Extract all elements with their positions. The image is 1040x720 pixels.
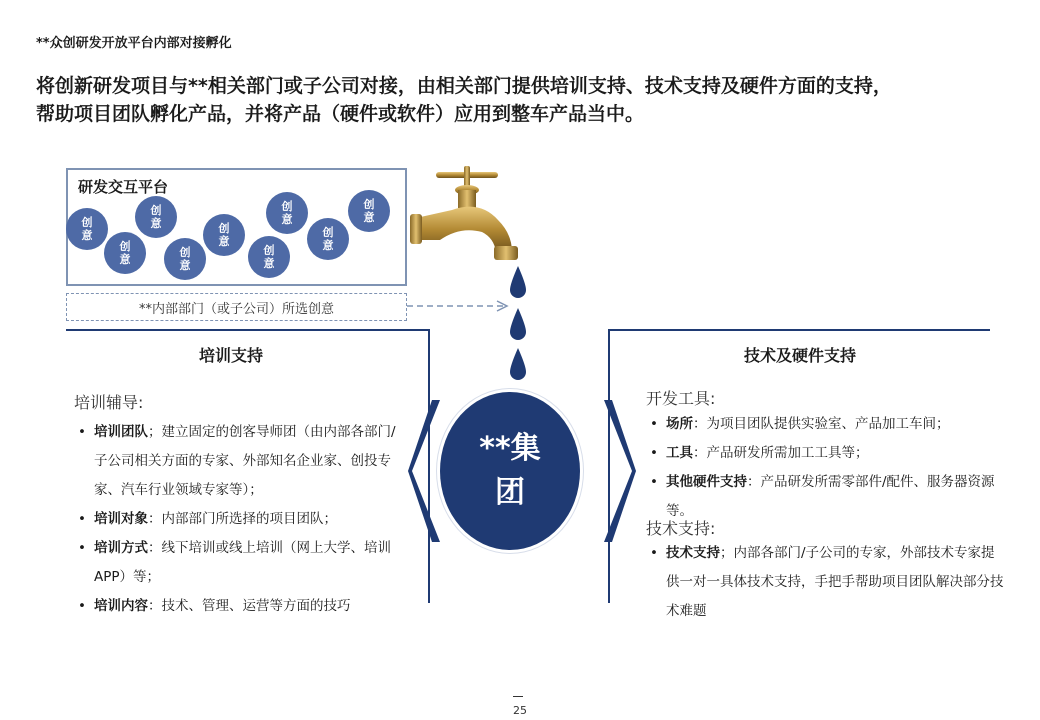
bubble-text: 创 bbox=[150, 204, 162, 217]
bubble-text: 创 bbox=[363, 198, 375, 211]
right-bullets-tech bbox=[646, 539, 1004, 626]
bubble-text: 意 bbox=[218, 235, 230, 248]
right-bullets-tools bbox=[646, 410, 1004, 526]
idea-bubble bbox=[203, 214, 245, 256]
bullet-item bbox=[74, 505, 404, 534]
bubble-text: 意 bbox=[322, 239, 334, 252]
bubble-text: 意 bbox=[263, 257, 275, 270]
bullet-term: 培训方式 bbox=[94, 540, 148, 556]
bubble-text: 创 bbox=[81, 216, 93, 229]
page-dash bbox=[513, 696, 523, 697]
bullet-term: 培训内容 bbox=[94, 598, 148, 614]
bubble-text: 创 bbox=[119, 240, 131, 253]
selection-box bbox=[66, 293, 407, 321]
bubble-text: 创 bbox=[218, 222, 230, 235]
idea-bubble bbox=[135, 196, 177, 238]
bullet-item bbox=[74, 592, 404, 621]
bullet-text: ：为项目团队提供实验室、产品加工车间； bbox=[693, 416, 950, 432]
right-chevron-icon bbox=[604, 400, 636, 542]
page-number: 25 bbox=[513, 704, 527, 717]
bullet-text: ：内部部门所选择的项目团队； bbox=[148, 511, 337, 527]
idea-bubble bbox=[164, 238, 206, 280]
left-section-title: 培训支持 bbox=[198, 346, 263, 365]
bullet-term: 工具 bbox=[666, 445, 693, 461]
faucet-graphic bbox=[400, 160, 540, 390]
bubble-text: 创 bbox=[281, 200, 293, 213]
bullet-text: ：技术、管理、运营等方面的技巧 bbox=[148, 598, 351, 614]
bullet-text: ；建立固定的创客导师团（由内部各部门/子公司相关方面的专家、外部知名企业家、创投专家、汽车行业领域专家等）； bbox=[94, 424, 396, 498]
idea-bubble bbox=[248, 236, 290, 278]
bullet-item bbox=[646, 439, 1004, 468]
right-top-rule bbox=[608, 329, 990, 331]
right-sub-heading-tech: 技术支持: bbox=[646, 519, 716, 538]
bullet-item bbox=[74, 534, 404, 592]
water-drops bbox=[510, 266, 526, 380]
idea-bubble bbox=[348, 190, 390, 232]
bullet-item bbox=[646, 410, 1004, 439]
idea-bubble bbox=[266, 192, 308, 234]
group-circle bbox=[440, 392, 580, 550]
bubble-text: 意 bbox=[81, 229, 93, 242]
left-chevron-icon bbox=[408, 400, 440, 542]
idea-bubble bbox=[104, 232, 146, 274]
drop-icon bbox=[510, 348, 526, 380]
bullet-item bbox=[74, 418, 404, 505]
faucet-icon bbox=[410, 166, 518, 260]
drop-icon bbox=[510, 308, 526, 340]
bullet-text: ：产品研发所需零部件/配件、服务器资源等。 bbox=[666, 474, 995, 519]
headline-line-2: 帮助项目团队孵化产品，并将产品（硬件或软件）应用到整车产品当中。 bbox=[36, 103, 645, 125]
left-sub-heading: 培训辅导: bbox=[74, 393, 144, 412]
bubble-text: 创 bbox=[322, 226, 334, 239]
bullet-item bbox=[646, 539, 1004, 626]
left-top-rule bbox=[66, 329, 430, 331]
group-label: **集团 bbox=[479, 431, 541, 510]
bubble-text: 意 bbox=[119, 253, 131, 266]
bubble-text: 意 bbox=[150, 217, 162, 230]
drop-icon bbox=[510, 266, 526, 298]
bullet-text: ：产品研发所需加工工具等； bbox=[693, 445, 869, 461]
bubble-text: 意 bbox=[179, 259, 191, 272]
bullet-term: 技术支持 bbox=[666, 545, 720, 561]
bullet-term: 培训团队 bbox=[94, 424, 148, 440]
bullet-text: ：线下培训或线上培训（网上大学、培训APP）等； bbox=[94, 540, 391, 585]
bullet-text: ；内部各部门/子公司的专家，外部技术专家提供一对一具体技术支持，手把手帮助项目团队解决部分技术难题 bbox=[666, 545, 1004, 619]
bubble-text: 创 bbox=[179, 246, 191, 259]
bullet-term: 培训对象 bbox=[94, 511, 148, 527]
idea-bubble bbox=[66, 208, 108, 250]
headline-line-1: 将创新研发项目与**相关部门或子公司对接，由相关部门提供培训支持、技术支持及硬件方面的支持， bbox=[36, 75, 892, 97]
bubble-text: 意 bbox=[363, 211, 375, 224]
dashed-arrow bbox=[407, 298, 511, 314]
bullet-term: 其他硬件支持 bbox=[666, 474, 747, 490]
bubble-text: 创 bbox=[263, 244, 275, 257]
page-subtitle: **众创研发开放平台内部对接孵化 bbox=[36, 36, 232, 51]
bullet-term: 场所 bbox=[666, 416, 693, 432]
right-sub-heading-tools: 开发工具: bbox=[646, 389, 716, 408]
headline bbox=[36, 72, 1016, 128]
selection-label: **内部部门（或子公司）所选创意 bbox=[138, 301, 334, 317]
left-bullets bbox=[74, 418, 404, 621]
idea-bubble bbox=[307, 218, 349, 260]
right-section-title: 技术及硬件支持 bbox=[743, 346, 856, 365]
bubble-text: 意 bbox=[281, 213, 293, 226]
platform-title: 研发交互平台 bbox=[78, 178, 169, 196]
